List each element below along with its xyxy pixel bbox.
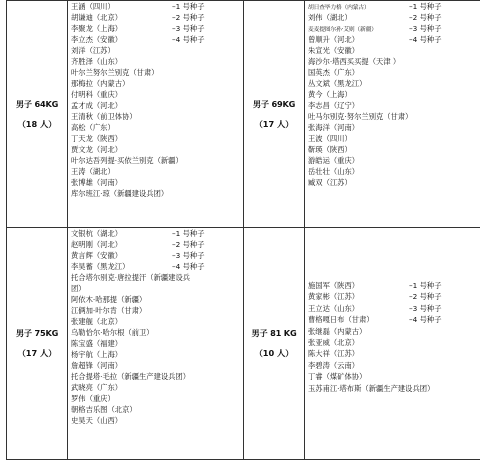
athlete-entry [305, 67, 480, 78]
athlete-name: 王涵（四川） [71, 1, 115, 12]
athlete-entry [305, 280, 480, 291]
athlete-name: 王清秋（前卫体协） [71, 111, 137, 122]
athlete-name: 杨宇航（上海） [71, 349, 122, 360]
athlete-entry [305, 371, 480, 382]
athlete-name: 靳瑛（陕西） [308, 144, 352, 155]
athlete-name: 刘洋（江苏） [71, 45, 115, 56]
seed-label: –3 号种子 [172, 250, 205, 261]
athlete-entry [305, 78, 480, 89]
seed-label: –3 号种子 [409, 303, 442, 314]
athlete-name: 托合提塔·毛拉（新疆生产建设兵团） [71, 371, 190, 382]
list-spacer [305, 228, 480, 280]
athlete-name: 库尔班江·琼（新疆建设兵团） [71, 188, 168, 199]
athlete-name: 胡日查毕力格（内蒙古） [308, 3, 370, 12]
athlete-name: 团） [71, 283, 86, 294]
athlete-name: 臧双（江苏） [308, 177, 352, 188]
seed-label: –2 号种子 [172, 239, 205, 250]
athlete-entry [68, 78, 243, 89]
athlete-entry [68, 338, 243, 349]
category-name: 男子 81 KG [244, 328, 304, 339]
table-row [7, 1, 480, 228]
seed-label: –1 号种子 [172, 1, 205, 12]
seed-label: –4 号种子 [172, 261, 205, 272]
athlete-entry [68, 404, 243, 415]
athlete-list-64kg [68, 1, 244, 228]
seed-label: –2 号种子 [409, 291, 442, 302]
athlete-name: 李立杰（安徽） [71, 34, 122, 45]
athlete-entry [305, 1, 480, 12]
athlete-name: 贾文龙（河北） [71, 144, 122, 155]
athlete-entry [305, 360, 480, 371]
athlete-entry [68, 67, 243, 78]
athlete-name: 王立达（山东） [308, 303, 359, 314]
athlete-name: 那梅拉（内蒙古） [71, 78, 129, 89]
athlete-entry [68, 316, 243, 327]
athlete-entry [68, 12, 243, 23]
athlete-entry [305, 155, 480, 166]
athlete-entry [305, 133, 480, 144]
athlete-name: 付明科（重庆） [71, 89, 122, 100]
athlete-entry [305, 45, 480, 56]
seed-label: –1 号种子 [409, 280, 442, 291]
athlete-name: 李碧涛（云南） [308, 360, 359, 371]
athlete-name: 丁天龙（陕西） [71, 133, 122, 144]
athlete-name: 张海洋（河南） [308, 122, 359, 133]
athlete-entry [305, 144, 480, 155]
athlete-entry [68, 228, 243, 239]
athlete-name: 曾顺升（河北） [308, 34, 359, 45]
athlete-entry [68, 100, 243, 111]
athlete-entry [68, 261, 243, 272]
athlete-name: 吐马尔别克·努尔兰别克（甘肃） [308, 111, 412, 122]
athlete-name: 陈宝盛（福建） [71, 338, 122, 349]
athlete-name: 李志昌（辽宁） [308, 100, 359, 111]
athlete-name: 曹格嘎日布（甘肃） [308, 314, 374, 325]
athlete-entry [68, 272, 243, 283]
athlete-entry [68, 45, 243, 56]
athlete-name: 朝格吉乐图（北京） [71, 404, 137, 415]
seed-label: –2 号种子 [172, 12, 205, 23]
category-name: 男子 69KG [244, 99, 304, 110]
athlete-name: 王波（四川） [308, 133, 352, 144]
athlete-entry [68, 155, 243, 166]
athlete-name: 张继磊（内蒙古） [308, 326, 366, 337]
athlete-name: 胡谦迪（北京） [71, 12, 122, 23]
athlete-entry [305, 34, 480, 45]
athlete-entry [68, 34, 243, 45]
athlete-entry [68, 133, 243, 144]
athlete-entry [305, 348, 480, 359]
athlete-name: 江俩加·叶尔肯（甘肃） [71, 305, 146, 316]
athlete-name: 张建舰（北京） [71, 316, 122, 327]
athlete-name: 乌勒恰尔·哈尔根（前卫） [71, 327, 154, 338]
category-count: （10 人） [244, 348, 304, 359]
athlete-entry [305, 56, 480, 67]
athlete-name: 叶尔兰努尔兰别克（甘肃） [71, 67, 159, 78]
athlete-name: 叶尔达吾列提·买依兰别克（新疆） [71, 155, 183, 166]
category-cell-81kg [244, 228, 305, 460]
roster-table [6, 0, 480, 460]
athlete-entry [68, 89, 243, 100]
athlete-name: 朱宣光（安徽） [308, 45, 359, 56]
athlete-name: 赵明刚（河北） [71, 239, 122, 250]
athlete-entry [68, 283, 243, 294]
athlete-entry [68, 393, 243, 404]
athlete-name: 武晓亮（广东） [71, 382, 122, 393]
athlete-name: 刘伟（湖北） [308, 12, 352, 23]
roster-sheet [6, 0, 480, 459]
category-count: （17 人） [7, 348, 67, 359]
athlete-entry [305, 383, 480, 394]
athlete-name: 高松（广东） [71, 122, 115, 133]
athlete-name: 张亚威（北京） [308, 337, 359, 348]
seed-label: –3 号种子 [172, 23, 205, 34]
category-count: （18 人） [7, 119, 67, 130]
seed-label: –2 号种子 [409, 12, 442, 23]
athlete-entry [305, 314, 480, 325]
seed-label: –1 号种子 [172, 228, 205, 239]
athlete-entry [68, 1, 243, 12]
athlete-entry [68, 188, 243, 199]
seed-label: –1 号种子 [409, 1, 442, 12]
athlete-name: 黄言辉（安徽） [71, 250, 122, 261]
athlete-entry [68, 327, 243, 338]
athlete-list-81kg [305, 228, 480, 460]
athlete-entry [68, 294, 243, 305]
category-count: （17 人） [244, 119, 304, 130]
category-cell-64kg [7, 1, 68, 228]
athlete-entry [68, 371, 243, 382]
athlete-entry [68, 250, 243, 261]
athlete-name: 孟才成（河北） [71, 100, 122, 111]
athlete-name: 阿依木·哈那提（新疆） [71, 294, 146, 305]
table-row [7, 228, 480, 460]
athlete-entry [305, 100, 480, 111]
athlete-name: 王涛（湖北） [71, 166, 115, 177]
athlete-entry [68, 305, 243, 316]
athlete-name: 岳壮壮（山东） [308, 166, 359, 177]
athlete-entry [305, 12, 480, 23]
athlete-name: 玉苏甫江·塔布斯（新疆生产建设兵团） [308, 383, 434, 394]
category-name: 男子 75KG [7, 328, 67, 339]
athlete-name: 詹超锋（河南） [71, 360, 122, 371]
athlete-name: 丁睿（煤矿体协） [308, 371, 366, 382]
athlete-entry [305, 326, 480, 337]
athlete-name: 游皓运（重庆） [308, 155, 359, 166]
athlete-name: 托合塔尔别克·唐拉提汗（新疆建设兵 [71, 272, 190, 283]
athlete-name: 李昊蓄（黑龙江） [71, 261, 129, 272]
athlete-name: 李聚龙（上海） [71, 23, 122, 34]
category-cell-69kg [244, 1, 305, 228]
athlete-name: 史昊天（山西） [71, 415, 122, 426]
athlete-entry [305, 122, 480, 133]
athlete-name: 麦麦提图尔孙·艾则（新疆） [308, 25, 377, 34]
category-name: 男子 64KG [7, 99, 67, 110]
athlete-list-75kg [68, 228, 244, 460]
athlete-entry [305, 291, 480, 302]
athlete-entry [305, 111, 480, 122]
athlete-name: 海沙尔·塔西买买提（天津 ） [308, 56, 400, 67]
athlete-entry [68, 144, 243, 155]
athlete-entry [305, 177, 480, 188]
athlete-entry [305, 166, 480, 177]
athlete-entry [68, 239, 243, 250]
athlete-name: 黄今（上海） [308, 89, 352, 100]
athlete-entry [68, 360, 243, 371]
athlete-entry [305, 23, 480, 34]
athlete-entry [68, 349, 243, 360]
seed-label: –3 号种子 [409, 23, 442, 34]
athlete-name: 齐胜泽（山东） [71, 56, 122, 67]
athlete-entry [68, 122, 243, 133]
seed-label: –4 号种子 [409, 34, 442, 45]
athlete-entry [68, 56, 243, 67]
athlete-entry [68, 177, 243, 188]
athlete-name: 罗伟（重庆） [71, 393, 115, 404]
athlete-entry [68, 23, 243, 34]
athlete-entry [68, 166, 243, 177]
category-cell-75kg [7, 228, 68, 460]
athlete-name: 陈大祥（江苏） [308, 348, 359, 359]
athlete-name: 文银杭（湖北） [71, 228, 122, 239]
athlete-entry [68, 415, 243, 426]
athlete-entry [305, 303, 480, 314]
athlete-name: 国英杰（广东） [308, 67, 359, 78]
athlete-name: 张博雄（河南） [71, 177, 122, 188]
seed-label: –4 号种子 [172, 34, 205, 45]
athlete-entry [305, 337, 480, 348]
athlete-name: 黄家彬（江苏） [308, 291, 359, 302]
athlete-name: 丛文斌（黑龙江） [308, 78, 366, 89]
athlete-list-69kg [305, 1, 480, 228]
athlete-entry [68, 382, 243, 393]
athlete-name: 施国军（陕西） [308, 280, 359, 291]
athlete-entry [305, 89, 480, 100]
seed-label: –4 号种子 [409, 314, 442, 325]
athlete-entry [68, 111, 243, 122]
